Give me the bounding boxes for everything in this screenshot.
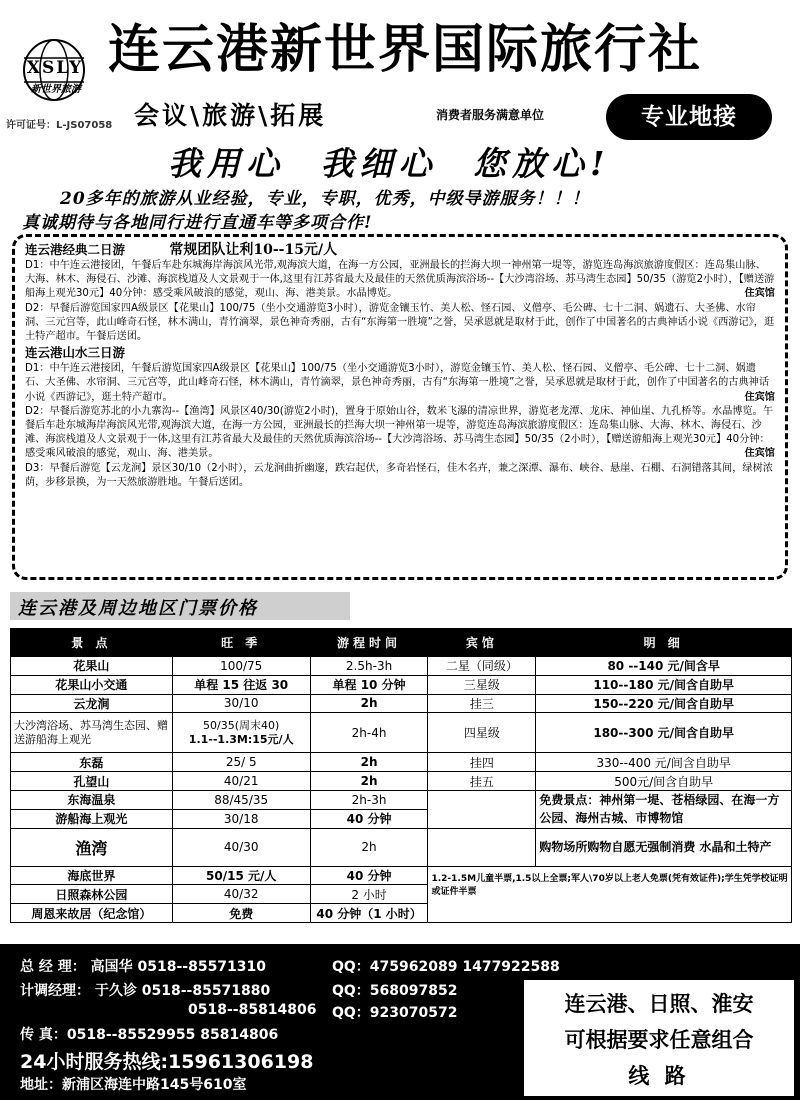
cell-duration: 2h [310, 772, 428, 791]
cooperation-promo: 真诚期待与各地同行进行直通车等多项合作! [22, 213, 373, 233]
cell-duration: 单程 10 分钟 [310, 675, 428, 694]
cell-duration: 2 小时 [310, 885, 428, 904]
cell-spot: 云龙涧 [11, 694, 173, 713]
tour1-day1 [25, 259, 775, 302]
experience-promo: 20多年的旅游从业经验，专业，专职，优秀，中级导游服务！！！ [60, 189, 590, 209]
ticket-policy-note: 1.2-1.5M儿童半票,1.5以上全票;军人\70岁以上老人免票(凭有效证件);学生凭学校证明或证件半票 [428, 866, 792, 922]
table-row [11, 866, 792, 885]
planner-phone2: 0518--85814806 [188, 1002, 317, 1018]
col-header-peak: 旺 季 [172, 629, 310, 657]
cell-spot: 花果山 [11, 657, 173, 676]
cell-hotel: 挂五 [428, 772, 536, 791]
cell-spot: 花果山小交通 [11, 675, 173, 694]
logo-subtitle: 新世界旅游 [31, 84, 81, 95]
cell-detail: 110--180 元/间含自助早 [536, 675, 792, 694]
service-slogan: 会议\旅游\拓展 [134, 101, 327, 130]
table-row [11, 713, 792, 753]
cell-spot: 大沙湾浴场、苏马湾生态园、赠送游船海上观光 [11, 713, 173, 753]
cell-price: 88/45/35 [172, 790, 310, 809]
planner-contact: 计调经理： 于久诊 0518--85571880 [20, 983, 271, 999]
tour2-day1 [25, 362, 775, 405]
tour2-day1-text: D1：中午连云港接团，午餐后游览国家四A级景区【花果山】100/75（坐小交通游览3小时），游览金镶玉竹、美人松、怪石园、义僧亭、毛公碑、七十二洞、娲遗石、大圣佛、水帘洞、三元宫等，此山峰奇石怪，林木满山，青竹滴翠，景色神奇秀丽，古有“东海第一胜境”之誉，吴承恩就是取材于此，创作了中国著名的古典神话小说《西游记》，逛土特产超市。 [25, 363, 770, 403]
route-combo: 可根据要求任意组合 [564, 1028, 754, 1052]
tour1-day2: D2：早餐后游览国家四A级景区【花果山】100/75（坐小交通游览3小时），游览金镶玉竹、美人松、怪石园、义僧亭、毛公碑、七十二洞、娲遗石、大圣佛、水帘洞、三元宫等，此山峰奇石怪，林木满山，青竹滴翠，景色神奇秀丽，古有“东海第一胜境”之誉，吴承恩就是取材于此，创作了中国著名的古典神话小说《西游记》，逛土特产超市。午餐后送团。 [25, 302, 775, 343]
care-slogan: 我用心 我细心 您放心! [168, 144, 611, 183]
ticket-price-title: 连云港及周边地区门票价格 [18, 598, 258, 619]
cell-duration: 2.5h-3h [310, 657, 428, 676]
table-row [11, 753, 792, 772]
cell-duration: 2h-4h [310, 713, 428, 753]
cell-spot: 周恩来故居（纪念馆） [11, 904, 173, 923]
general-manager-contact: 总 经 理： 高国华 0518--85571310 [20, 959, 267, 975]
cell-price [172, 713, 310, 753]
cell-duration: 40 分钟 [310, 809, 428, 828]
qq-contact-2: QQ：568097852 [332, 983, 458, 999]
fax-contact: 传 真：0518--85529955 85814806 [20, 1027, 279, 1043]
cell-price: 30/10 [172, 694, 310, 713]
cell-duration: 2h-3h [310, 790, 428, 809]
shopping-note: 购物场所购物自愿无强制消费 水晶和土特产 [536, 828, 792, 866]
cell-price: 免费 [172, 904, 310, 923]
tour-header [25, 241, 775, 259]
ticket-price-table [10, 628, 792, 923]
cell-hotel: 挂三 [428, 694, 536, 713]
route-label: 线 路 [628, 1064, 690, 1088]
col-header-spot: 景 点 [11, 629, 173, 657]
cell-detail: 500元/间含自助早 [536, 772, 792, 791]
table-row [11, 772, 792, 791]
cell-duration: 2h [310, 753, 428, 772]
cell-price: 50/15 元/人 [172, 866, 310, 885]
price-child: 1.1--1.3M:15元/人 [188, 732, 294, 746]
company-name: 连云港新世界国际旅行社 [108, 19, 703, 80]
cell-hotel: 三星级 [428, 675, 536, 694]
cell-hotel-empty [428, 828, 536, 866]
route-combo-box [524, 980, 794, 1096]
cell-hotel: 四星级 [428, 713, 536, 753]
table-header-row [11, 629, 792, 657]
qq-contact-1: QQ：475962089 1477922588 [332, 959, 560, 975]
col-header-hotel: 宾馆 [428, 629, 536, 657]
cell-hotel: 挂四 [428, 753, 536, 772]
satisfaction-label: 消费者服务满意单位 [436, 108, 545, 122]
tour2-day2 [25, 405, 775, 462]
tour1-title: 连云港经典二日游 [25, 242, 126, 257]
local-service-badge: 专业地接 [606, 94, 772, 140]
license-number: 许可证号：L-JS07058 [6, 120, 113, 131]
tour2-day2-hotel: 住宾馆 [744, 448, 775, 460]
itinerary-box [12, 234, 788, 580]
table-row [11, 790, 792, 809]
tour2-title: 连云港山水三日游 [25, 345, 126, 361]
tour1-promo: 常规团队让利10--15元/人 [169, 242, 338, 258]
cell-hotel-empty [428, 790, 536, 828]
cell-duration: 2h [310, 828, 428, 866]
tour1-day1-text: D1：中午连云港接团，午餐后车赴东城海岸海滨风光带,观海滨大道，在海一方公园，亚洲最长的拦海大坝一神州第一堤等，游览连岛海滨旅游度假区：连岛集山脉、大海、林木、海侵石、沙滩、海滨栈道及人文景观于一体,这里有江苏省最大及最佳的天然优质海滨浴场--【大沙湾浴场、苏马湾生态园】50/35（游览2小时），【赠送游船海上观光30元】40分钟：感受乘风破浪的感觉，观山、海、港美景。水晶博览。 [25, 260, 775, 300]
logo-letters: XSLY [26, 58, 84, 78]
col-header-duration: 游程时间 [310, 629, 428, 657]
table-row [11, 657, 792, 676]
cell-price: 40/32 [172, 885, 310, 904]
tour1-day1-hotel: 住宾馆 [744, 288, 775, 300]
cell-price: 100/75 [172, 657, 310, 676]
cell-duration: 40 分钟 [310, 866, 428, 885]
cell-hotel: 二星（同级） [428, 657, 536, 676]
cell-price: 25/ 5 [172, 753, 310, 772]
cell-spot: 海底世界 [11, 866, 173, 885]
cell-spot: 东海温泉 [11, 790, 173, 809]
route-cities: 连云港、日照、淮安 [564, 992, 754, 1016]
cell-detail: 80 --140 元/间含早 [536, 657, 792, 676]
table-row [11, 694, 792, 713]
tour2-day2-text: D2：早餐后游览苏北的小九寨沟--【渔湾】风景区40/30(游览2小时)，置身于原始山谷，数米飞瀑的清凉世界，游览老龙潭、龙床、神仙崖、九孔桥等。水晶博览。午餐后车赴东城海岸海滨风光带,观海滨大道，在海一方公园，亚洲最长的拦海大坝一神州第一堤等，游览连岛海滨旅游度假区：连岛集山脉、大海、林木、海侵石、沙滩、海滨栈道及人文景观于一体,这里有江苏省最大及最佳的天然优质海滨浴场--【大沙湾浴场、苏马湾生态园】50/35（2小时），【赠送游船海上观光30元】40分钟：感受乘风破浪的感觉，观山、海、港美景。 [25, 405, 774, 460]
cell-duration: 40 分钟（1 小时） [310, 904, 428, 923]
tour2-day1-hotel: 住宾馆 [744, 391, 775, 403]
col-header-detail: 明 细 [536, 629, 792, 657]
cell-detail: 330--400 元/间含自助早 [536, 753, 792, 772]
cell-duration: 2h [310, 694, 428, 713]
address: 地址：新浦区海连中路145号610室 [20, 1077, 247, 1093]
cell-spot: 东磊 [11, 753, 173, 772]
cell-spot: 渔湾 [11, 828, 173, 866]
hotline: 24小时服务热线:15961306198 [20, 1051, 314, 1073]
table-row [11, 675, 792, 694]
cell-price: 30/18 [172, 809, 310, 828]
price-main: 50/35(周末40) [203, 718, 280, 732]
cell-price: 40/30 [172, 828, 310, 866]
cell-detail: 180--300 元/间含自助早 [536, 713, 792, 753]
free-spots: 免费景点：神州第一堤、苍梧绿园、在海一方公园、海州古城、市博物馆 [536, 790, 792, 828]
cell-spot: 游船海上观光 [11, 809, 173, 828]
tour2-day3: D3：早餐后游览【云龙涧】景区30/10（2小时），云龙涧曲折幽邃，跌宕起伏，多奇岩怪石，佳木名卉，兼之深潭、瀑布、峡谷、悬崖、石棚、石洞错落其间，绿树浓荫，步移景换，为一天然旅游胜地。午餐后送团。 [25, 462, 773, 488]
qq-contact-3: QQ：923070572 [332, 1005, 458, 1021]
table-row [11, 828, 792, 866]
cell-detail: 150--220 元/间含自助早 [536, 694, 792, 713]
cell-price: 40/21 [172, 772, 310, 791]
cell-spot: 日照森林公园 [11, 885, 173, 904]
cell-price: 单程 15 往返 30 [172, 675, 310, 694]
cell-spot: 孔望山 [11, 772, 173, 791]
